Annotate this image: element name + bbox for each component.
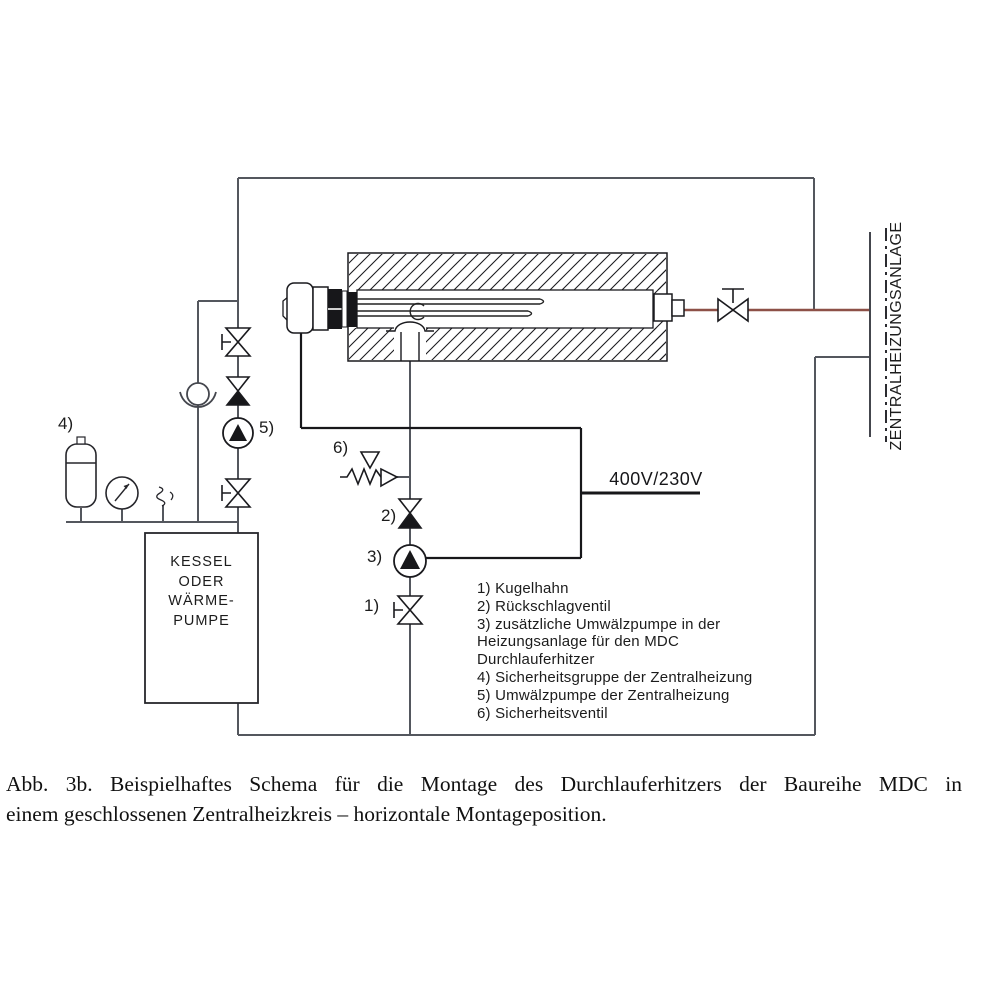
valve-body [227, 377, 249, 391]
voltage-label: 400V/230V [609, 469, 703, 489]
callout-3: 3) [367, 547, 383, 566]
ball-valve-1 [394, 596, 422, 624]
expansion-vessel [66, 444, 96, 507]
callout-6: 6) [333, 438, 349, 457]
valve-body [226, 479, 250, 493]
legend [477, 580, 797, 722]
valve-lever [222, 334, 231, 350]
heater-head-collar [313, 287, 328, 330]
discharge-funnel [180, 383, 216, 407]
figure-caption-line2: einem geschlossenen Zentralheizkreis – horizontale Montageposition. [6, 802, 607, 826]
valve-body [718, 299, 733, 321]
heater-outlet-fitting [654, 294, 672, 321]
valve-body [226, 342, 250, 356]
shutoff-valve-flow-line [718, 289, 748, 321]
safety-valve-6 [340, 452, 397, 486]
callout-1: 1) [364, 596, 380, 615]
legend-line: 4) Sicherheitsgruppe der Zentralheizung [477, 668, 753, 686]
funnel-ball [187, 383, 209, 405]
flow-heater-mdc [283, 253, 684, 361]
valve-body [399, 499, 421, 513]
figure-caption-line1: Abb. 3b. Beispielhaftes Schema für die Montage des Durchlauferhitzers der Baureihe MDC in [6, 772, 962, 796]
boiler-label [145, 553, 258, 631]
legend-line: 5) Umwälzpumpe der Zentralheizung [477, 686, 730, 704]
valve-stem [722, 289, 744, 303]
safety-valve-spring [340, 469, 381, 484]
heater-outlet-nipple [672, 300, 684, 316]
pump-5-central-heating [223, 418, 253, 448]
legend-line: Heizungsanlage für den MDC [477, 633, 679, 651]
legend-line: 6) Sicherheitsventil [477, 704, 608, 722]
pump-3-mdc-loop [394, 545, 426, 577]
boiler-label-line: WÄRME- [168, 593, 235, 609]
legend-line: 2) Rückschlagventil [477, 597, 611, 615]
safety-group [66, 437, 173, 509]
ball-valve-left-upper [222, 328, 250, 356]
valve-body [398, 610, 422, 624]
heater-insulation-top [349, 254, 666, 290]
central-heating-label: ZENTRALHEIZUNGSANLAGE [888, 221, 905, 451]
left-column-fittings [222, 328, 253, 507]
safety-valve-cone [381, 469, 397, 486]
callout-2: 2) [381, 506, 397, 525]
heater-inlet-cut [394, 322, 426, 360]
legend-line: 3) zusätzliche Umwälzpumpe in der [477, 615, 721, 633]
middle-branch-fittings [340, 452, 426, 624]
boiler-label-line: KESSEL [170, 554, 233, 570]
valve-lever [222, 485, 231, 501]
safety-valve-upper-cone [361, 452, 379, 468]
legend-line: Durchlauferhitzer [477, 651, 595, 669]
boiler-label-line: ODER [178, 573, 225, 590]
ball-valve-left-lower [222, 479, 250, 507]
heater-head-spacer [342, 291, 347, 327]
air-vent-hook [170, 492, 173, 500]
callout-4: 4) [58, 414, 74, 433]
valve-body-filled [227, 391, 249, 405]
valve-lever [394, 602, 403, 618]
valve-body [226, 328, 250, 342]
check-valve-2 [399, 499, 421, 528]
air-vent-icon [157, 487, 165, 506]
callout-5: 5) [259, 418, 275, 437]
heater-head-gasket [347, 292, 357, 327]
expansion-vessel-nipple [77, 437, 85, 444]
valve-body [733, 299, 748, 321]
electrical-wiring [301, 333, 700, 558]
heater-head-cap [287, 283, 313, 333]
legend-line: 1) Kugelhahn [477, 580, 569, 597]
boiler-label-line: PUMPE [173, 612, 230, 629]
valve-body [398, 596, 422, 610]
valve-body-filled [399, 513, 421, 528]
valve-body [226, 493, 250, 507]
check-valve-left [227, 377, 249, 405]
